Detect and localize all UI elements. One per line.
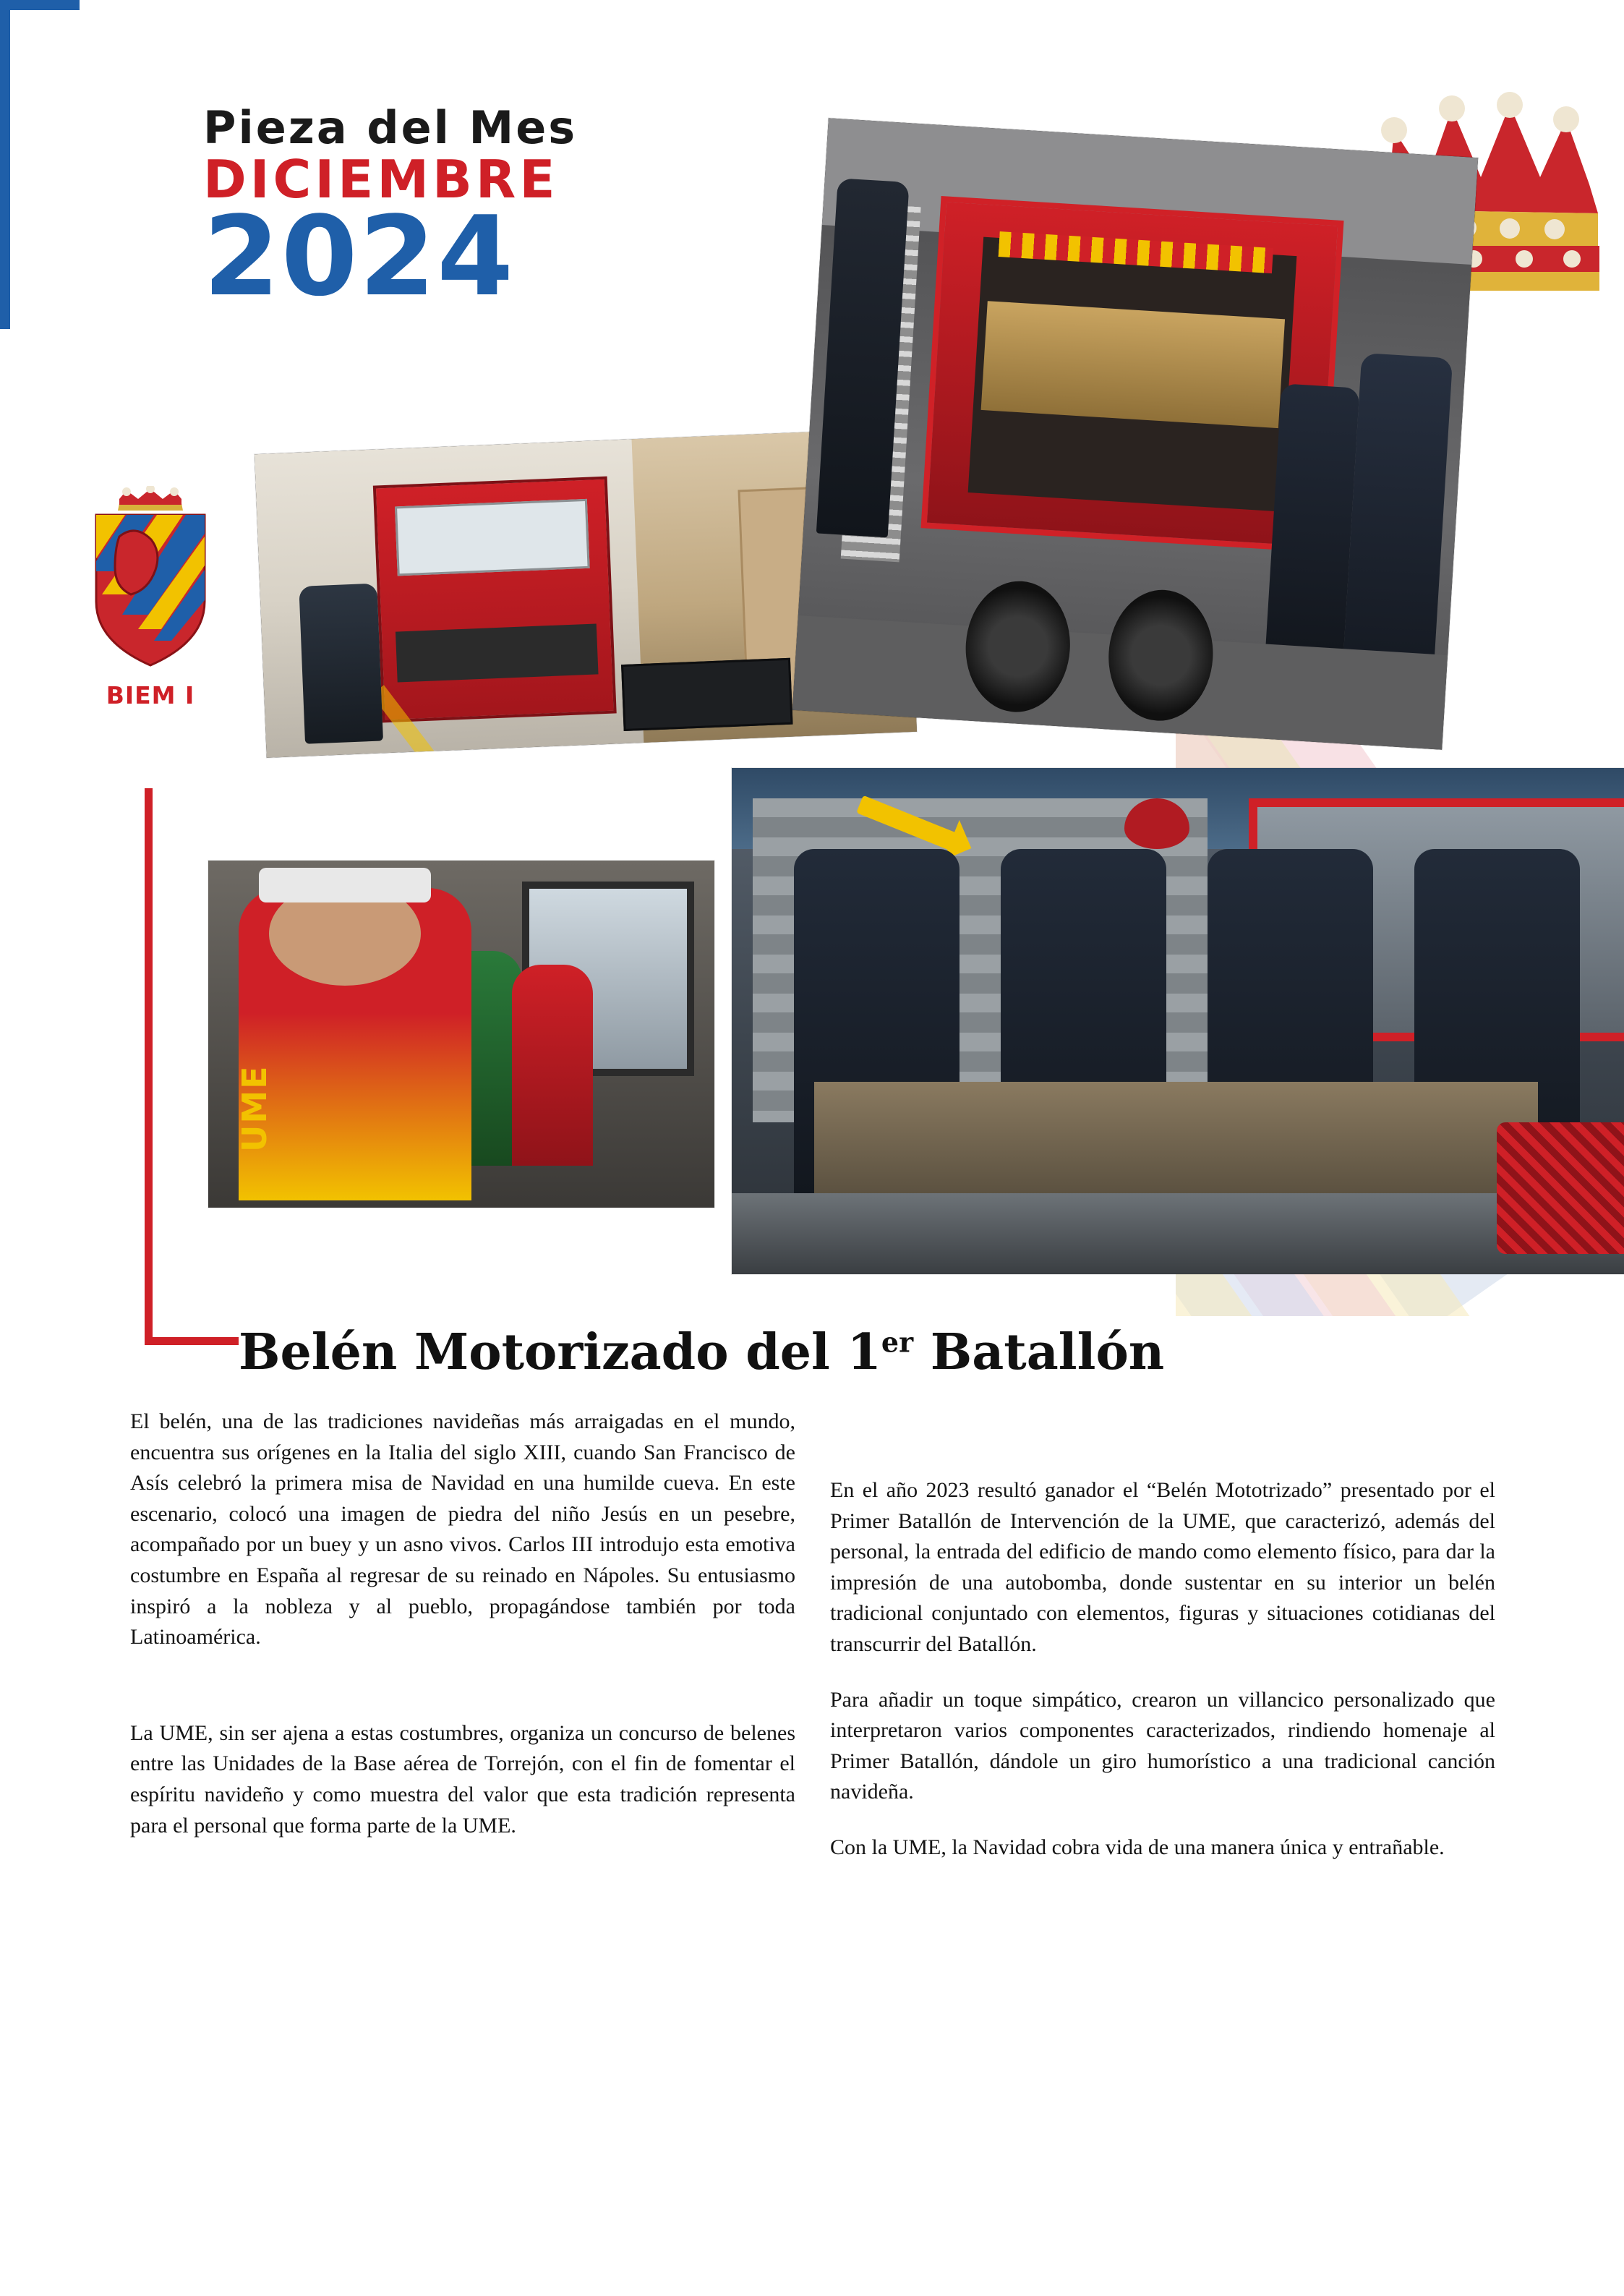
paragraph: El belén, una de las tradiciones navideñas más arraigadas en el mundo, encuentra sus orígenes en la Italia del siglo XIII, cuando San Francisco de Asís celebró la primera misa de Navidad en una humilde cueva. En este escenario, colocó una imagen de piedra del niño Jesús en un pesebre, acompañado por un buey y un asno vivos. Carlos III introdujo esta emotiva costumbre en España al regresar de su reinado en Nápoles. Su entusiasmo inspiró a la nobleza y al pueblo, propagándose también por toda Latinoamérica. <box>130 1409 795 1650</box>
header-kicker: Pieza del Mes <box>203 101 578 154</box>
photo-nativity <box>732 768 1624 1274</box>
header-year: 2024 <box>203 192 516 320</box>
paragraph: Para añadir un toque simpático, crearon un villancico personalizado que interpretaron varios componentes caracterizados, rindiendo homenaje al Primer Batallón, dándole un giro humorístico a una tradicional canción navideña. <box>830 1687 1495 1804</box>
unit-label: BIEM I <box>106 681 195 709</box>
paragraph: Con la UME, la Navidad cobra vida de una manera única y entrañable. <box>830 1835 1445 1859</box>
unit-emblem-block <box>78 486 223 709</box>
coat-of-arms-icon <box>82 486 219 670</box>
paragraph-spacer <box>130 1678 795 1718</box>
page-title-ordinal: er <box>881 1326 914 1359</box>
paragraph: En el año 2023 resultó ganador el “Belén Mototrizado” presentado por el Primer Batallón de Intervención de la UME, que caracterizó, además del personal, la entrada del edificio de mando como elemento físico, para dar la impresión de una autobomba, donde sustentar en su interior un belén tradicional conjuntado con elementos, figuras y situaciones cotidianas del transcurrir del Batallón. <box>830 1478 1495 1656</box>
page-title-tail: Batallón <box>913 1323 1165 1381</box>
body-column-left <box>130 1407 795 1841</box>
photo-truck-decorated <box>792 118 1478 749</box>
body-column-right <box>830 1475 1495 1864</box>
paragraph: La UME, sin ser ajena a estas costumbres, organiza un concurso de belenes entre las Unidades de la Base aérea de Torrejón, con el fin de fomentar el espíritu navideño y como muestra del valor que esta tradición representa para el personal que forma parte de la UME. <box>130 1720 795 1838</box>
photo-crew-selfie: UME <box>208 861 714 1208</box>
page-title-main: Belén Motorizado del 1 <box>239 1323 881 1381</box>
blue-bracket <box>0 0 80 329</box>
header-month: DICIEMBRE <box>203 149 559 210</box>
page-title <box>239 1323 1482 1381</box>
